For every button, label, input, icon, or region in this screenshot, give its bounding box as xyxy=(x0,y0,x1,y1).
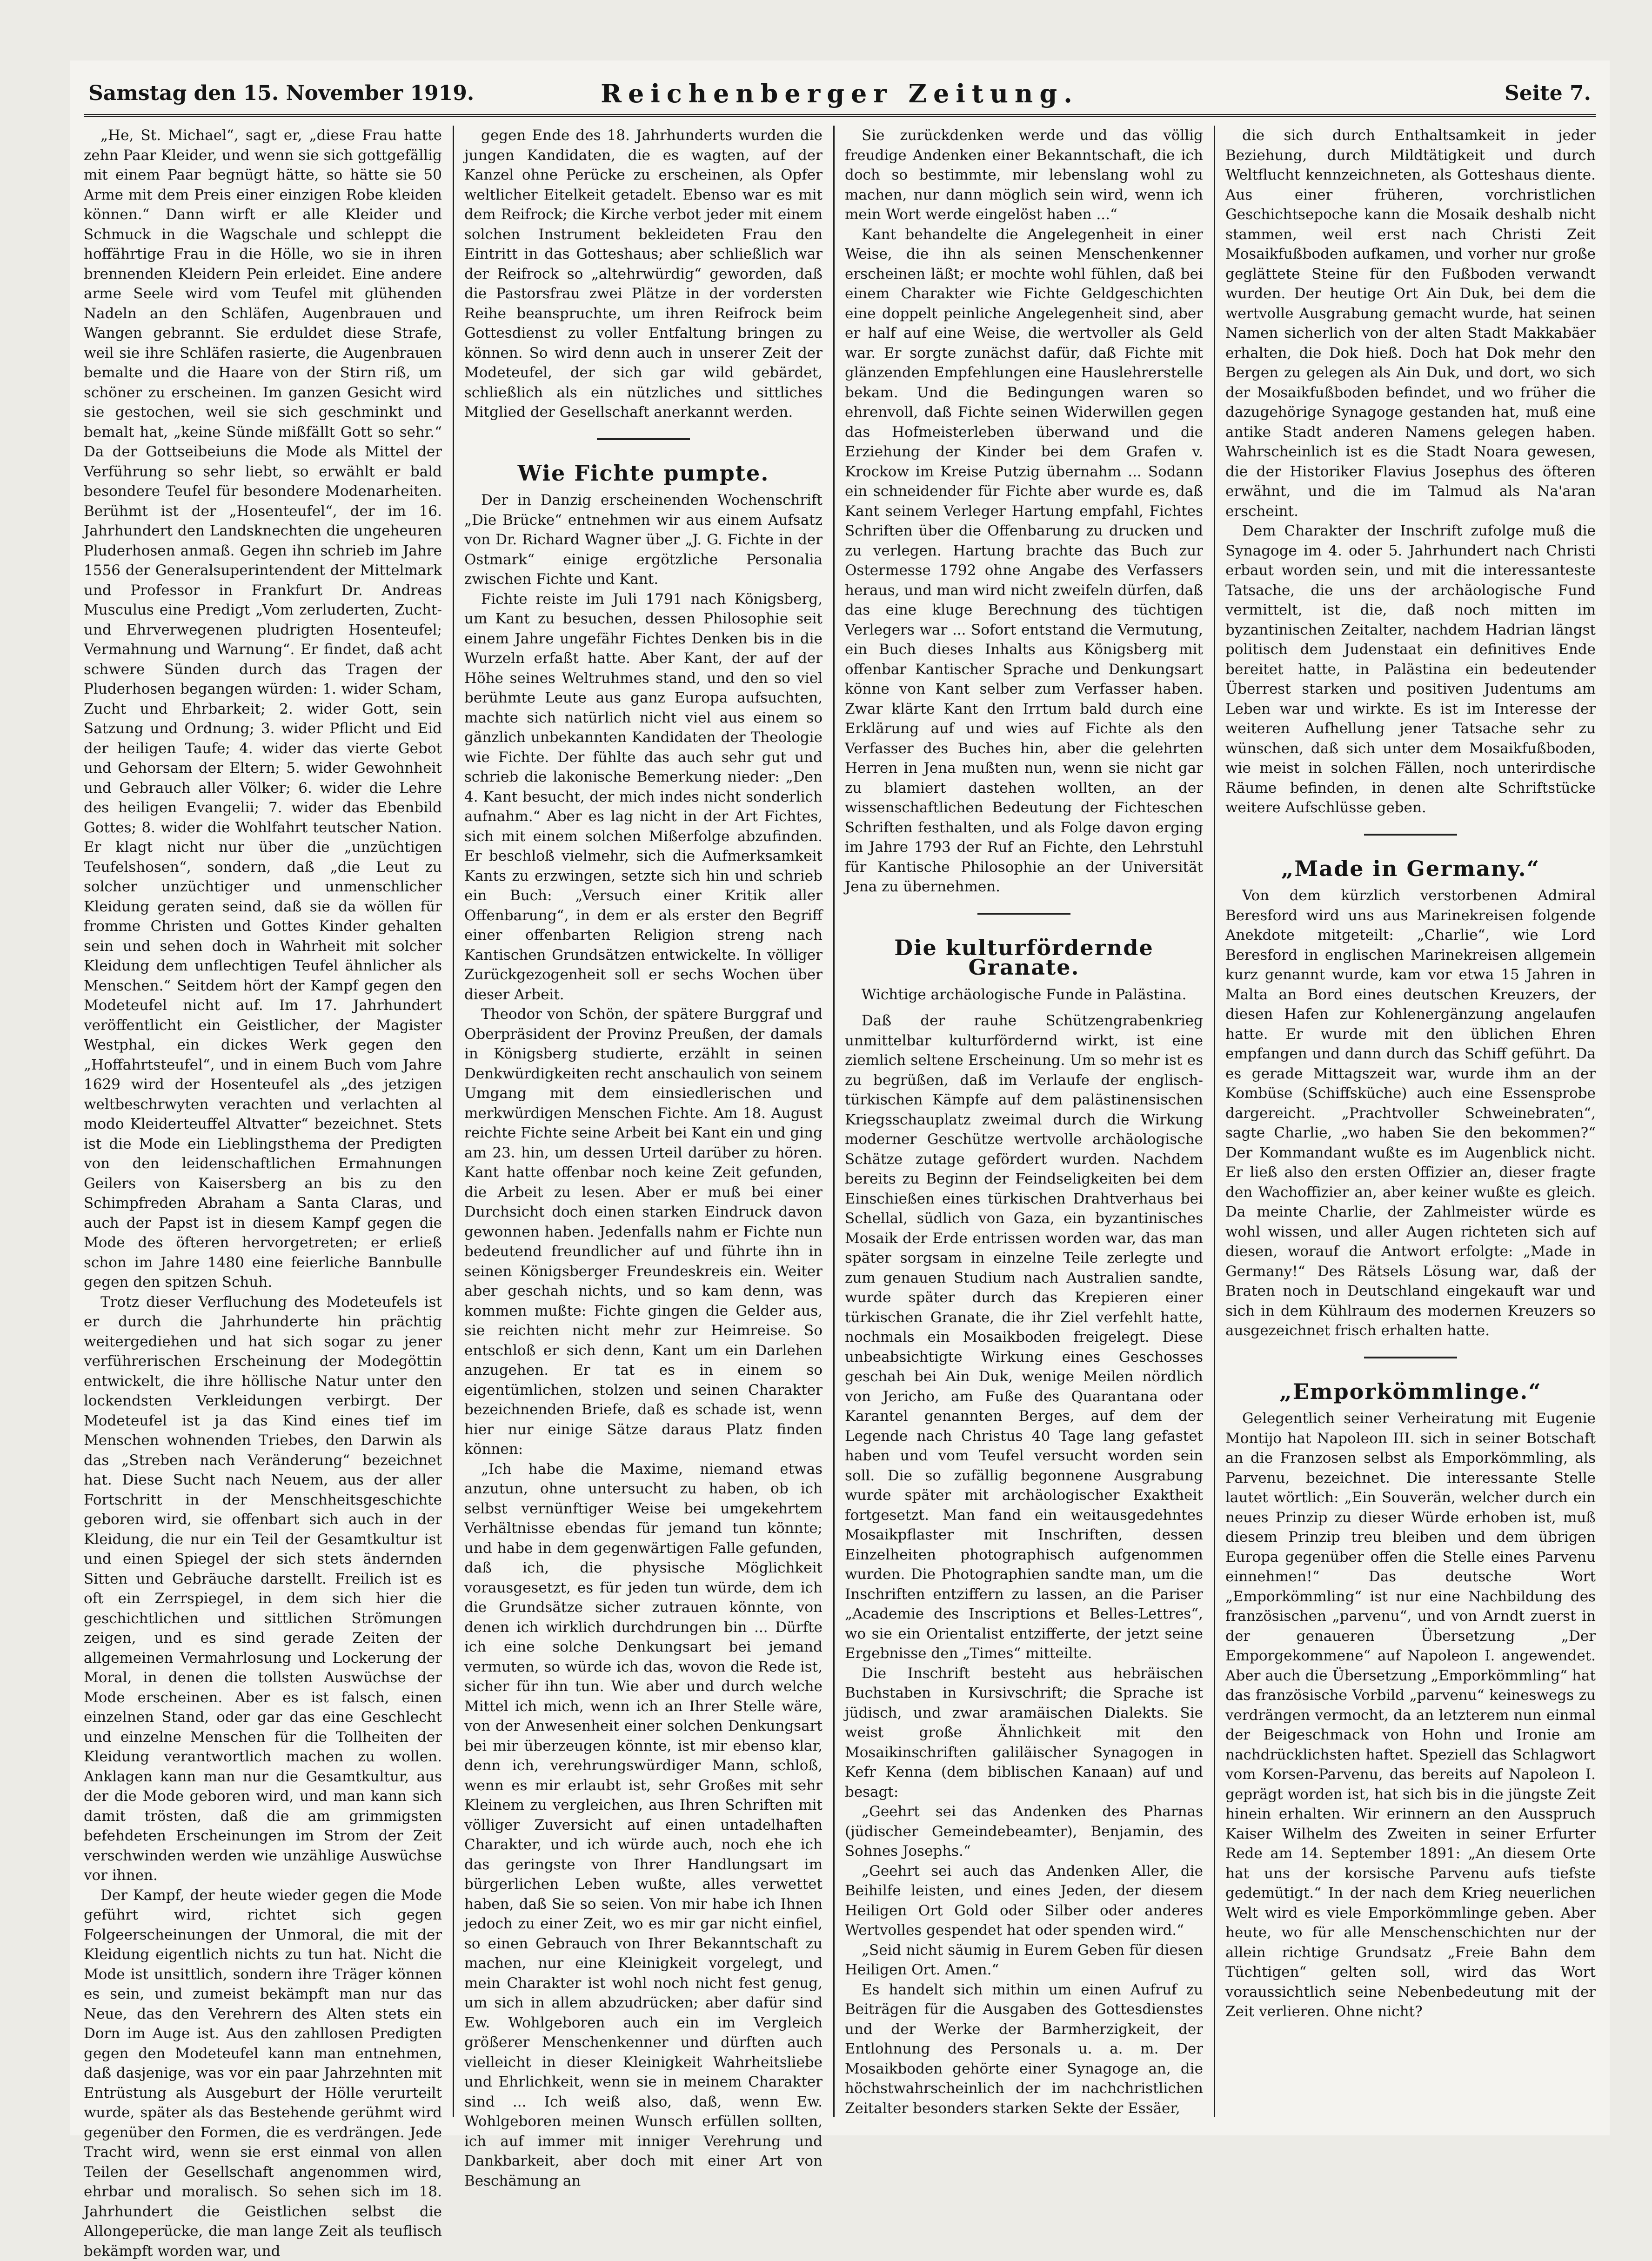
paragraph: „He, St. Michael“, sagt er, „diese Frau hatte zehn Paar Kleider, und wenn sie sich gottgefällig mit einem Paar begnügt hätte, so hätte sie 50 Arme mit dem Preis einer einzigen Robe kleiden können.“ Dann wirft er alle Kleider und Schmuck in die Wagschale und schleppt die hoffährtige Frau in die Hölle, wo sie in ihren brennenden Kleidern Pein erleidet. Eine andere arme Seele wird vom Teufel mit glühenden Nadeln an den Schläfen, Augenbrauen und Wangen gebrannt. Sie erduldet diese Strafe, weil sie ihre Schläfen rasierte, die Augenbrauen bemalte und die Haare von der Stirn riß, um schöner zu erscheinen. Im ganzen Gesicht wird sie gestochen, weil sie sich geschminkt und bemalt hat, „keine Sünde mißfällt Gott so sehr.“ Da der Gottseibeiuns die Mode als Mittel der Verführung so sehr liebt, so erwählt er bald besondere Teufel für besondere Modenarheiten. Berühmt ist der „Hosenteufel“, der im 16. Jahrhundert den Landsknechten die ungeheuren Pluderhosen anmaß. Gegen ihn schrieb im Jahre 1556 der Generalsuperintendent der Mittelmark und Professor in Frankfurt Dr. Andreas Musculus eine Predigt „Vom zerluderten, Zucht- und Ehrverwegenen pludrigten Hosenteufel; Vermahnung und Warnung“. Er findet, daß acht schwere Sünden durch das Tragen der Pluderhosen begangen würden: 1. wider Scham, Zucht und Ehrbarkeit; 2. wider Gott, sein Satzung und Ordnung; 3. wider Pflicht und Eid der heiligen Taufe; 4. wider das vierte Gebot und Gehorsam der Eltern; 5. wider Gewohnheit und Gebrauch aller Völker; 6. wider die Lehre des heiligen Evangelii; 7. wider das Ebenbild Gottes; 8. wider die Wohlfahrt teutscher Nation. Er klagt nicht nur über die „unzüchtigen Teufelshosen“, sondern, daß „die Leut zu solcher unzüchtiger und unmenschlicher Kleidung geraten seind, daß sie da wöllen für fromme Christen und Gottes Kinder gehalten sein und sehen doch in Wahrheit mit solcher Kleidung dem unflechtigen Teufel ähnlicher als Menschen.“ Seitdem hört der Kampf gegen den Modeteufel nicht auf. Im 17. Jahrhundert veröffentlicht ein Geistlicher, der Magister Westphal, ein dickes Werk gegen den „Hoffahrtsteufel“, und in einem Buch vom Jahre 1629 wird der Hosenteufel als „des jetzigen weltbeschrwyten verachten und verlachten al modo Kleiderteuffel Altvatter“ bezeichnet. Stets ist die Mode ein Lieblingsthema der Predigten von den leidenschaftlichen Ermahnungen Geilers von Kaisersberg an bis zu den Schimpfreden Abraham a Santa Claras, und auch der Papst ist in diesem Kampf gegen die Mode des öfteren hervorgetreten; er erließ schon im Jahre 1480 eine feierliche Bannbulle gegen den spitzen Schuh. xyxy=(84,126,442,1292)
issue-date: Samstag den 15. November 1919. xyxy=(88,81,474,105)
column-rule xyxy=(1214,126,1215,2117)
paragraph: Kant behandelte die Angelegenheit in einer Weise, die ihn als seinen Menschenkenner erscheinen läßt; er mochte wohl fühlen, daß bei einem Charakter wie Fichte Geldgeschichten eine doppelt peinliche Angelegenheit sind, aber er half auf eine Weise, die wertvoller als Geld war. Er sorgte zunächst dafür, daß Fichte mit glänzenden Empfehlungen eine Hauslehrerstelle bekam. Und die Bedingungen waren so ehrenvoll, daß Fichte seinen Widerwillen gegen das Hofmeisterleben überwand und die Erziehung der Kinder bei dem Grafen v. Krockow im Kreise Putzig übernahm ... Sodann ein schneidender für Fichte aber wurde es, daß Kant seinem Verleger Hartung empfahl, Fichtes Schriften über die Offenbarung zu drucken und zu verlegen. Hartung brachte das Buch zur Ostermesse 1792 ohne Angabe des Verfassers heraus, und man wird nicht zweifeln dürfen, daß das eine kluge Berechnung des tüchtigen Verlegers war ... Sofort entstand die Vermutung, ein Buch dieses Inhalts aus Königsberg mit offenbar Kantischer Sprache und Denkungsart könne von Kant selber zum Verfasser haben. Zwar klärte Kant den Irrtum bald durch eine Erklärung auf und wies auf Fichte als den Verfasser des Buches hin, aber die gelehrten Herren in Jena mußten nun, wenn sie nicht gar zu blamiert dastehen wollten, an der wissenschaftlichen Bedeutung der Fichteschen Schriften festhalten, und als Folge davon erging im Jahre 1793 der Ruf an Fichte, den Lehrstuhl für Kantische Philosophie an der Universität Jena zu übernehmen. xyxy=(845,225,1203,897)
article-title-emporkoemmlinge: „Emporkömmlinge.“ xyxy=(1225,1382,1596,1402)
column-rule xyxy=(453,126,454,2117)
paragraph: Der Kampf, der heute wieder gegen die Mode geführt wird, richtet sich gegen Folgeerscheinungen der Unmoral, die mit der Kleidung eigentlich nichts zu tun hat. Nicht die Mode ist unsittlich, sondern ihre Träger können es sein, und zumeist bekämpft man nur das Neue, das den Verehrern des Alten stets ein Dorn im Auge ist. Aus den zahllosen Predigten gegen den Modeteufel kann man entnehmen, daß dasjenige, was vor ein paar Jahrzehnten mit Entrüstung als Ausgeburt der Hölle verurteilt wurde, später als das Bestehende gerühmt wird gegenüber den Formen, die es verdrängen. Jede Tracht wird, wenn sie erst einmal von allen Teilen der Gesellschaft angenommen wird, ehrbar und moralisch. So sehen sich im 18. Jahrhundert die Geistlichen selbst die Allongeperücke, die man lange Zeit als teuflisch bekämpft worden war, und xyxy=(84,1886,442,2261)
masthead xyxy=(84,72,1596,117)
newspaper-page xyxy=(70,60,1610,2135)
paragraph: „Geehrt sei das Andenken des Pharnas (jüdischer Gemeindebeamter), Benjamin, des Sohnes Josephs.“ xyxy=(845,1802,1203,1861)
paragraph: „Seid nicht säumig in Eurem Geben für diesen Heiligen Ort. Amen.“ xyxy=(845,1940,1203,1980)
newspaper-title: Reichenberger Zeitung. xyxy=(84,79,1596,108)
column-2 xyxy=(464,126,823,2117)
paragraph: Der in Danzig erscheinenden Wochenschrift „Die Brücke“ entnehmen wir aus einem Aufsatz von Dr. Richard Wagner über „J. G. Fichte in der Ostmark“ einige ergötzliche Personalia zwischen Fichte und Kant. xyxy=(464,490,823,589)
paragraph: „Ich habe die Maxime, niemand etwas anzutun, ohne untersucht zu haben, ob ich selbst vernünftiger Weise bei umgekehrtem Verhältnisse ebendas für jemand tun könnte; und habe in dem gegenwärtigen Falle gefunden, daß ich, die physische Möglichkeit vorausgesetzt, es für jeden tun würde, dem ich die Grundsätze sicher zutrauen könnte, von denen ich wirklich durchdrungen bin ... Dürfte ich eine solche Denkungsart bei jemand vermuten, so würde ich das, wovon die Rede ist, sicher für ihn tun. Wie aber und durch welche Mittel ich mich, wenn ich an Ihrer Stelle wäre, von der Anwesenheit einer solchen Denkungsart bei mir überzeugen könnte, ist mir ebenso klar, denn ich, verehrungswürdiger Mann, schloß, wenn es mir erlaubt ist, sehr Großes mit sehr Kleinem zu vergleichen, aus Ihren Schriften mit völliger Zuversicht auf einen untadelhaften Charakter, und ich würde auch, noch ehe ich das geringste von Ihrer Handlungsart im bürgerlichen Leben wußte, alles verwettet haben, daß Sie so seien. Von mir habe ich Ihnen jedoch zu einer Zeit, wo es mir gar nicht einfiel, so einen Gebrauch von Ihrer Bekanntschaft zu machen, nur eine Kleinigkeit vorgelegt, und mein Charakter ist wohl noch nicht fest genug, um sich in allem abzudrücken; aber dafür sind Ew. Wohlgeboren auch ein im Vergleich größerer Menschenkenner und dürften auch vielleicht in dieser Kleinigkeit Wahrheitsliebe und Ehrlichkeit, wenn sie in meinem Charakter sind ... Ich weiß also, daß, wenn Ew. Wohlgeboren meinen Wunsch erfüllen sollten, ich auf immer mit inniger Verehrung und Dankbarkeit, aber doch mit einer Art von Beschämung an xyxy=(464,1459,823,2191)
article-columns xyxy=(84,126,1596,2117)
section-divider xyxy=(977,913,1070,915)
column-3 xyxy=(845,126,1203,2117)
paragraph: Es handelt sich mithin um einen Aufruf zu Beiträgen für die Ausgaben des Gottesdienstes und der Werke der Barmherzigkeit, der Entlohnung des Personals u. a. m. Der Mosaikboden gehörte einer Synagoge an, die höchstwahrscheinlich der im nachchristlichen Zeitalter besonders starken Sekte der Essäer, xyxy=(845,1980,1203,2119)
paragraph: Daß der rauhe Schützengrabenkrieg unmittelbar kulturfördernd wirkt, ist eine ziemlich seltene Erscheinung. Um so mehr ist es zu begrüßen, daß im Verlaufe der englisch-türkischen Kämpfe auf dem palästinensischen Kriegsschauplatz zweimal durch die Wirkung moderner Geschütze wertvolle archäologische Schätze zutage gefördert wurden. Nachdem bereits zu Beginn der Feindseligkeiten bei dem Einschießen eines türkischen Drahtverhaus bei Schellal, südlich von Gaza, ein byzantinisches Mosaik der Erde entrissen worden war, das man später sorgsam in einzelne Teile zerlegte und zum genauen Studium nach Australien sandte, wurde später durch das Krepieren einer türkischen Granate, die ihr Ziel verfehlt hatte, nochmals ein Mosaikboden freigelegt. Diese unbeabsichtigte Wirkung eines Geschosses geschah bei Ain Duk, wenige Meilen nördlich von Jericho, am Fuße des Quarantana oder Karantel genannten Berges, auf dem der Legende nach Christus 40 Tage lang gefastet haben und vom Teufel versucht worden sein soll. Die so zufällig begonnene Ausgrabung wurde später mit archäologischer Exaktheit fortgesetzt. Man fand ein weitausgedehntes Mosaikpflaster mit Inschriften, dessen Einzelheiten photographisch aufgenommen wurden. Die Photographien sandte man, um die Inschriften entziffern zu lassen, an die Pariser „Academie des Inscriptions et Belles-Lettres“, wo sie ein Orientalist entzifferte, der jetzt seine Ergebnisse den „Times“ mitteilte. xyxy=(845,1011,1203,1664)
section-divider xyxy=(1364,834,1457,836)
article-title-granate: Die kulturfördernde Granate. xyxy=(845,938,1203,977)
column-1 xyxy=(84,126,442,2117)
paragraph: Fichte reiste im Juli 1791 nach Königsberg, um Kant zu besuchen, dessen Philosophie seit einem Jahre ungefähr Fichtes Denken bis in die Wurzeln erfaßt hatte. Aber Kant, der auf der Höhe seines Weltruhmes stand, und den so viel berühmte Leute aus ganz Europa aufsuchten, machte sich natürlich nicht viel aus einem so gänzlich unbekannten Kandidaten der Theologie wie Fichte. Der fühlte das auch sehr gut und schrieb die lakonische Bemerkung nieder: „Den 4. Kant besucht, der mich indes nicht sonderlich aufnahm.“ Aber es lag nicht in der Art Fichtes, sich mit einem solchen Mißerfolge abzufinden. Er beschloß vielmehr, sich die Aufmerksamkeit Kants zu erzwingen, setzte sich hin und schrieb ein Buch: „Versuch einer Kritik aller Offenbarung“, in dem er als erster den Begriff einer offenbarten Religion streng nach Kantischen Grundsätzen entwickelte. In völliger Zurückgezogenheit soll er sechs Wochen über dieser Arbeit. xyxy=(464,589,823,1005)
column-rule xyxy=(833,126,835,2117)
column-4 xyxy=(1225,126,1596,2117)
paragraph: Dem Charakter der Inschrift zufolge muß die Synagoge im 4. oder 5. Jahrhundert nach Christi erbaut worden sein, und mit die interessanteste Tatsache, die uns der archäologische Fund vermittelt, ist die, daß noch mitten im byzantinischen Zeitalter, nachdem Hadrian längst politisch dem Judenstaat ein definitives Ende bereitet hatte, in Palästina ein bedeutender Überrest starken und positiven Judentums am Leben war und wirkte. Es ist im Interesse der weiteren Aufhellung jener Tatsache sehr zu wünschen, daß sich unter dem Mosaikfußboden, wie meist in solchen Fällen, noch unterirdische Räume befinden, in denen alte Schriftstücke weitere Aufschlüsse geben. xyxy=(1225,521,1596,818)
section-divider xyxy=(1364,1357,1457,1358)
article-title-fichte: Wie Fichte pumpte. xyxy=(464,463,823,483)
paragraph: Trotz dieser Verfluchung des Modeteufels ist er durch die Jahrhunderte hin prächtig weitergediehen und hat sich sogar zu jener verführerischen Erscheinung der Modegöttin entwickelt, die ihre höllische Natur unter den lockendsten Verkleidungen verbirgt. Der Modeteufel ist ja das Kind eines tief im Menschen wohnenden Triebes, den Darwin als das „Streben nach Veränderung“ bezeichnet hat. Diese Sucht nach Neuem, aus der aller Fortschritt in der Menschheitsgeschichte geboren wird, sie offenbart sich auch in der Kleidung, die nur ein Teil der Gesamtkultur ist und einen Spiegel der sich stets ändernden Sitten und Gebräuche darstellt. Freilich ist es oft ein Zerrspiegel, in dem sich hier die geschichtlichen und sittlichen Strömungen zeigen, und es sind gerade Zeiten der allgemeinen Vermahrlosung und Lockerung der Moral, in denen die tollsten Auswüchse der Mode erscheinen. Aber es ist falsch, einen einzelnen Stand, oder gar das eine Geschlecht und einzelne Menschen für die Tollheiten der Kleidung verantwortlich machen zu wollen. Anklagen kann man nur die Gesamtkultur, aus der die Mode geboren wird, und man kann sich damit trösten, daß die am grimmigsten befehdeten Erscheinungen im Strom der Zeit verschwinden werden wie unzählige Auswüchse vor ihnen. xyxy=(84,1292,442,1886)
paragraph: „Geehrt sei auch das Andenken Aller, die Beihilfe leisten, und eines Jeden, der diesem Heiligen Ort Gold oder Silber oder anderes Wertvolles gespendet hat oder spenden wird.“ xyxy=(845,1861,1203,1940)
page-number: Seite 7. xyxy=(1505,81,1591,105)
paragraph: die sich durch Enthaltsamkeit in jeder Beziehung, durch Mildtätigkeit und durch Weltflucht kennzeichneten, als Gotteshaus diente. Aus einer früheren, vorchristlichen Geschichtsepoche kann die Mosaik deshalb nicht stammen, weil erst nach Christi Zeit Mosaikfußboden aufkamen, und vorher nur große geglättete Steine für den Fußboden verwandt wurden. Der heutige Ort Ain Duk, bei dem die wertvolle Ausgrabung gemacht wurde, hat seinen Namen sicherlich von der alten Stadt Makkabäer erhalten, die Dok hieß. Doch hat Dok mehr den Bergen zu gelegen als Ain Duk, und dort, wo sich der Mosaikfußboden befindet, und wo früher die dazugehörige Synagoge gestanden hat, muß eine antike Stadt anderen Namens gelegen haben. Wahrscheinlich ist es die Stadt Noara gewesen, die der Historiker Flavius Josephus des öfteren erwähnt, und die im Talmud als Na'aran erscheint. xyxy=(1225,126,1596,521)
article-subtitle: Wichtige archäologische Funde in Palästina. xyxy=(845,985,1203,1005)
paragraph: Theodor von Schön, der spätere Burggraf und Oberpräsident der Provinz Preußen, der damals in Königsberg studierte, erzählt in seinen Denkwürdigkeiten recht anschaulich von seinem Umgang mit dem einsiedlerischen und merkwürdigen Menschen Fichte. Am 18. August reichte Fichte seine Arbeit bei Kant ein und ging am 23. hin, um dessen Urteil darüber zu hören. Kant hatte offenbar noch keine Zeit gefunden, die Arbeit zu lesen. Aber er muß bei einer Durchsicht doch einen starken Eindruck davon gewonnen haben. Jedenfalls nahm er Fichte nun bedeutend freundlicher auf und führte ihn in seinen Königsberger Freundeskreis ein. Weiter aber geschah nichts, und so kam denn, was kommen mußte: Fichte gingen die Gelder aus, sie reichten nicht mehr zur Heimreise. So entschloß er sich denn, Kant um ein Darlehen anzugehen. Er tat es in einem so eigentümlichen, stolzen und seinen Charakter bezeichnenden Briefe, daß es schade ist, wenn hier nur einige Sätze daraus Platz finden können: xyxy=(464,1004,823,1459)
article-title-made-in-germany: „Made in Germany.“ xyxy=(1225,859,1596,879)
paragraph: Gelegentlich seiner Verheiratung mit Eugenie Montijo hat Napoleon III. sich in seiner Botschaft an die Franzosen selbst als Emporkömmling, als Parvenu, bezeichnet. Die interessante Stelle lautet wörtlich: „Ein Souverän, welcher durch ein neues Prinzip zu dieser Würde erhoben ist, muß diesem Prinzip treu bleiben und dem übrigen Europa gegenüber offen die Stelle eines Parvenu einnehmen!“ Das deutsche Wort „Emporkömmling“ ist nur eine Nachbildung des französischen „parvenu“, und von Arndt zuerst in der genaueren Übersetzung „Der Emporgekommene“ auf Napoleon I. angewendet. Aber auch die Übersetzung „Emporkömmling“ hat das französische Vorbild „parvenu“ keineswegs zu verdrängen vermocht, da an letzterem nun einmal der Beigeschmack von Hohn und Ironie am nachdrücklichsten haftet. Speziell das Schlagwort vom Korsen-Parvenu, das bereits auf Napoleon I. geprägt worden ist, hat sich bis in die jüngste Zeit hinein erhalten. Wir erinnern an den Ausspruch Kaiser Wilhelm des Zweiten in seiner Erfurter Rede am 14. September 1891: „An diesem Orte hat uns der korsische Parvenu aufs tiefste gedemütigt.“ In der nach dem Krieg neuerlichen Welt wird es viele Emporkömmlinge geben. Aber heute, wo für alle Menschenschichten nur der allein richtige Grundsatz „Freie Bahn dem Tüchtigen“ gelten soll, wird das Wort voraussichtlich seine Nebenbedeutung mit der Zeit verlieren. Ohne nicht? xyxy=(1225,1409,1596,2022)
paragraph: Sie zurückdenken werde und das völlig freudige Andenken einer Bekanntschaft, die ich doch so bestimmte, mir lebenslang wohl zu machen, nur dann möglich sein wird, wenn ich mein Wort werde eingelöst haben ...“ xyxy=(845,126,1203,225)
paragraph: gegen Ende des 18. Jahrhunderts wurden die jungen Kandidaten, die es wagten, auf der Kanzel ohne Perücke zu erscheinen, als Opfer weltlicher Eitelkeit getadelt. Ebenso war es mit dem Reifrock; die Kirche verbot jeder mit einem solchen Instrument bekleideten Frau den Eintritt in das Gotteshaus; aber schließlich war der Reifrock so „altehrwürdig“ geworden, daß die Pastorsfrau zwei Plätze in der vordersten Reihe beanspruchte, um ihren Reifrock beim Gottesdienst zu voller Entfaltung bringen zu können. So wird denn auch in unserer Zeit der Modeteufel, der sich gar wild gebärdet, schließlich als ein nützliches und sittliches Mitglied der Gesellschaft anerkannt werden. xyxy=(464,126,823,422)
paragraph: Die Inschrift besteht aus hebräischen Buchstaben in Kursivschrift; die Sprache ist jüdisch, und zwar aramäischen Dialekts. Sie weist große Ähnlichkeit mit den Mosaikinschriften galiläischer Synagogen in Kefr Kenna (dem biblischen Kanaan) auf und besagt: xyxy=(845,1664,1203,1802)
section-divider xyxy=(597,438,690,440)
paragraph: Von dem kürzlich verstorbenen Admiral Beresford wird uns aus Marinekreisen folgende Anekdote mitgeteilt: „Charlie“, wie Lord Beresford in englischen Marinekreisen allgemein kurz genannt wurde, kam vor etwa 15 Jahren in Malta an Bord eines deutschen Kreuzers, der diesen Hafen zur Kohlenergänzung angelaufen hatte. Er wurde mit den üblichen Ehren empfangen und dann durch das Schiff geführt. Da es gerade Mittagszeit war, wurde ihm an der Kombüse (Schiffsküche) auch eine Essensprobe dargereicht. „Prachtvoller Schweinebraten“, sagte Charlie, „wo haben Sie den bekommen?“ Der Kommandant wußte es im Augenblick nicht. Er ließ also den ersten Offizier an, dieser fragte den Wachoffizier an, aber keiner wußte es gleich. Da meinte Charlie, der Zahlmeister würde es wohl wissen, und aller Augen richteten sich auf diesen, worauf die Antwort erfolgte: „Made in Germany!“ Des Rätsels Lösung war, daß der Braten noch in Deutschland eingekauft war und sich in dem Kühlraum des modernen Kreuzers so ausgezeichnet frisch erhalten hatte. xyxy=(1225,886,1596,1341)
